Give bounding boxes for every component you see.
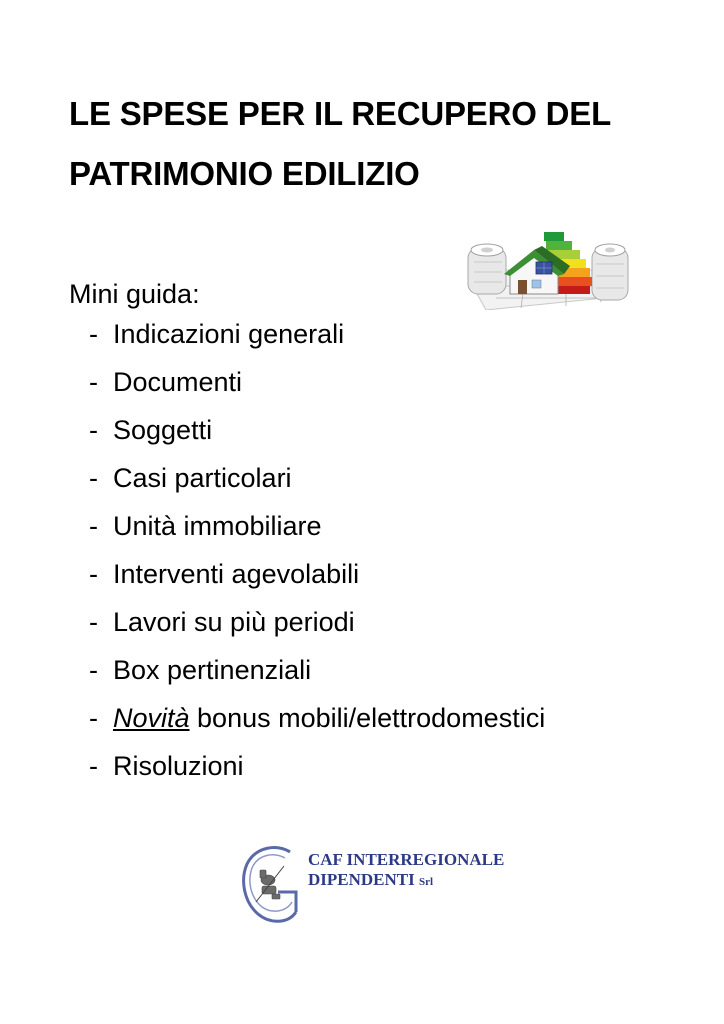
list-item	[89, 550, 545, 598]
list-item	[89, 646, 545, 694]
list-item	[89, 406, 545, 454]
title-line-2: PATRIMONIO EDILIZIO	[69, 155, 420, 192]
bullet-dash: -	[89, 511, 98, 541]
list-item-text: Risoluzioni	[113, 751, 244, 781]
list-item-text: Lavori su più periodi	[113, 607, 355, 637]
caf-logo-icon	[238, 840, 304, 930]
logo-line-2-text: DIPENDENTI	[308, 870, 415, 889]
logo-line-1: CAF INTERREGIONALE	[308, 850, 505, 869]
list-item	[89, 694, 545, 742]
bullet-dash: -	[89, 367, 98, 397]
guide-label: Mini guida:	[69, 279, 200, 309]
toc-list	[89, 310, 545, 790]
bullet-dash: -	[89, 319, 98, 349]
bullet-dash: -	[89, 559, 98, 589]
list-item	[89, 310, 545, 358]
list-item-text: Casi particolari	[113, 463, 292, 493]
bullet-dash: -	[89, 463, 98, 493]
caf-logo	[238, 840, 505, 930]
list-item-text: Interventi agevolabili	[113, 559, 360, 589]
list-item	[89, 598, 545, 646]
title-line-1: LE SPESE PER IL RECUPERO DEL	[69, 95, 612, 132]
page-title	[69, 84, 669, 204]
list-item	[89, 502, 545, 550]
logo-text	[308, 850, 504, 892]
list-item-text: Indicazioni generali	[113, 319, 345, 349]
logo-line-2	[308, 870, 504, 892]
list-item-emphasis: Novità	[113, 703, 190, 733]
list-item	[89, 358, 545, 406]
bullet-dash: -	[89, 607, 98, 637]
logo-suffix: Srl	[419, 876, 434, 888]
energy-house-icon	[466, 226, 632, 310]
list-item-text: Box pertinenziali	[113, 655, 312, 685]
list-item-text: bonus mobili/elettrodomestici	[189, 703, 546, 733]
bullet-dash: -	[89, 415, 98, 445]
bullet-dash: -	[89, 751, 98, 781]
list-item-text: Unità immobiliare	[113, 511, 322, 541]
list-item-text: Documenti	[113, 367, 243, 397]
list-item	[89, 742, 545, 790]
list-item-text: Soggetti	[113, 415, 213, 445]
bullet-dash: -	[89, 703, 98, 733]
bullet-dash: -	[89, 655, 98, 685]
list-item	[89, 454, 545, 502]
